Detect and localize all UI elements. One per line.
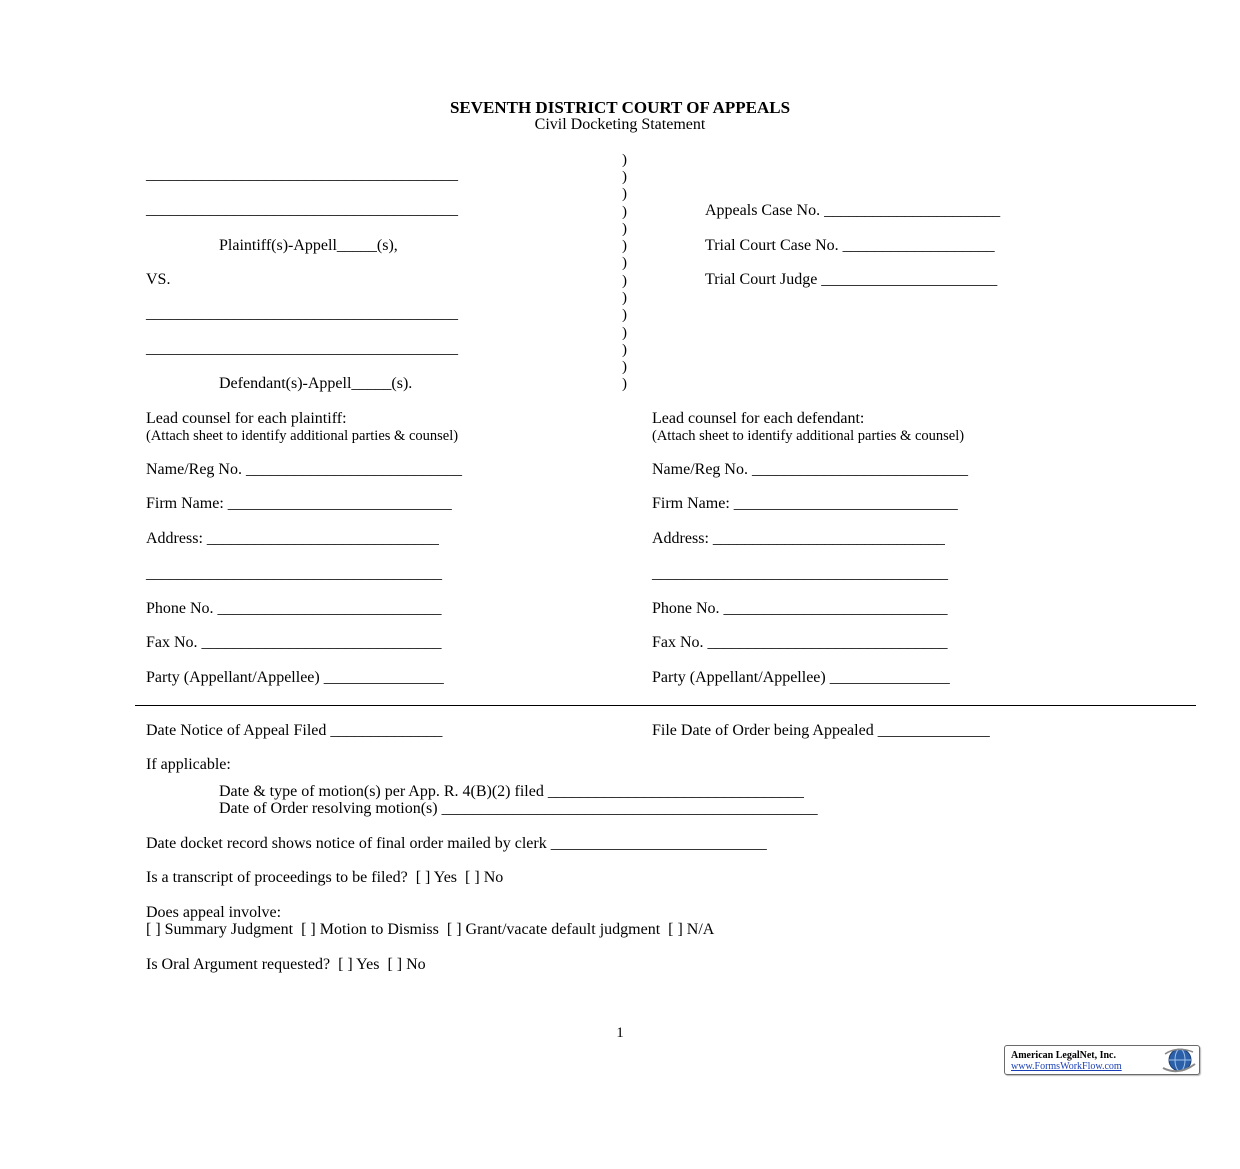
caption-paren: ) (622, 238, 627, 254)
caption-paren: ) (622, 152, 627, 168)
trial-court-case-no-field[interactable]: Trial Court Case No. ___________________ (705, 237, 995, 254)
defendant-phone-field[interactable]: Phone No. ____________________________ (652, 600, 948, 617)
logo-url-link[interactable]: www.FormsWorkFlow.com (1011, 1061, 1122, 1072)
motion-dismiss-label: Motion to Dismiss (319, 921, 439, 938)
caption-paren: ) (622, 221, 627, 237)
defendant-name-reg-field[interactable]: Name/Reg No. ___________________________ (652, 461, 968, 478)
transcript-yes-checkbox[interactable]: [ ] (415, 869, 431, 886)
caption-paren: ) (622, 255, 627, 271)
defendant-firm-field[interactable]: Firm Name: ____________________________ (652, 495, 958, 512)
summary-judgment-checkbox[interactable]: [ ] (146, 921, 161, 938)
caption-paren: ) (622, 342, 627, 358)
oral-yes-label: Yes (356, 956, 380, 973)
defendant-label: Defendant(s)-Appell_____(s). (219, 375, 413, 392)
defendant-party-field[interactable]: Party (Appellant/Appellee) _______________ (652, 669, 950, 686)
versus-label: VS. (146, 271, 171, 288)
involve-options (146, 922, 714, 938)
logo-company-name: American LegalNet, Inc. (1011, 1050, 1116, 1061)
court-title: SEVENTH DISTRICT COURT OF APPEALS (449, 98, 791, 117)
plaintiff-name-reg-field[interactable]: Name/Reg No. ___________________________ (146, 461, 462, 478)
transcript-yes-label: Yes (433, 869, 458, 886)
section-divider (135, 705, 1196, 706)
transcript-question-label: Is a transcript of proceedings to be filed? (146, 869, 408, 886)
caption-paren: ) (622, 186, 627, 202)
caption-paren: ) (622, 376, 627, 392)
plaintiff-address-field[interactable]: Address: _____________________________ (146, 530, 439, 547)
trial-court-judge-field[interactable]: Trial Court Judge ______________________ (705, 271, 998, 288)
appeals-case-no-field[interactable]: Appeals Case No. ______________________ (705, 202, 1001, 219)
defendant-counsel-heading: Lead counsel for each defendant: (652, 410, 865, 427)
if-applicable-label: If applicable: (146, 756, 231, 773)
form-title: Civil Docketing Statement (534, 116, 706, 133)
order-resolving-field[interactable]: Date of Order resolving motion(s) _______________________________________________ (219, 800, 818, 817)
plaintiff-party-field[interactable]: Party (Appellant/Appellee) _______________ (146, 669, 444, 686)
motion-date-field[interactable]: Date & type of motion(s) per App. R. 4(B)(2) filed ________________________________ (219, 783, 804, 800)
grant-vacate-label: Grant/vacate default judgment (465, 921, 661, 938)
caption-paren: ) (622, 359, 627, 375)
globe-icon (1159, 1046, 1197, 1076)
transcript-no-checkbox[interactable]: [ ] (465, 869, 480, 886)
defendant-address-line-2[interactable]: _____________________________________ (652, 565, 948, 582)
summary-judgment-label: Summary Judgment (164, 921, 294, 938)
transcript-question (146, 870, 503, 886)
na-label: N/A (686, 921, 715, 938)
defendant-fax-field[interactable]: Fax No. ______________________________ (652, 634, 948, 651)
plaintiff-name-line-2[interactable]: _______________________________________ (146, 201, 458, 218)
oral-no-label: No (406, 956, 426, 973)
date-notice-appeal-field[interactable]: Date Notice of Appeal Filed ______________ (146, 722, 443, 739)
plaintiff-counsel-note: (Attach sheet to identify additional parties & counsel) (146, 428, 459, 444)
oral-no-checkbox[interactable]: [ ] (387, 956, 403, 973)
plaintiff-address-line-2[interactable]: _____________________________________ (146, 565, 442, 582)
plaintiff-counsel-heading: Lead counsel for each plaintiff: (146, 410, 347, 427)
defendant-counsel-note: (Attach sheet to identify additional parties & counsel) (652, 428, 965, 444)
plaintiff-label: Plaintiff(s)-Appell_____(s), (219, 237, 398, 254)
defendant-name-line-1[interactable]: _______________________________________ (146, 305, 458, 322)
docket-mailed-field[interactable]: Date docket record shows notice of final order mailed by clerk ___________________________ (146, 835, 767, 852)
plaintiff-firm-field[interactable]: Firm Name: ____________________________ (146, 495, 452, 512)
oral-argument-label: Is Oral Argument requested? (146, 956, 331, 973)
grant-vacate-checkbox[interactable]: [ ] (446, 921, 462, 938)
does-involve-label: Does appeal involve: (146, 904, 282, 921)
caption-paren: ) (622, 325, 627, 341)
na-checkbox[interactable]: [ ] (668, 921, 683, 938)
defendant-address-field[interactable]: Address: _____________________________ (652, 530, 945, 547)
defendant-name-line-2[interactable]: _______________________________________ (146, 340, 458, 357)
page-number: 1 (616, 1025, 624, 1041)
motion-dismiss-checkbox[interactable]: [ ] (301, 921, 316, 938)
caption-paren: ) (622, 204, 627, 220)
plaintiff-name-line-1[interactable]: _______________________________________ (146, 166, 458, 183)
caption-paren: ) (622, 169, 627, 185)
caption-paren: ) (622, 273, 627, 289)
plaintiff-phone-field[interactable]: Phone No. ____________________________ (146, 600, 442, 617)
legalnet-logo[interactable] (1004, 1045, 1200, 1075)
oral-argument-question (146, 957, 426, 973)
plaintiff-fax-field[interactable]: Fax No. ______________________________ (146, 634, 442, 651)
caption-paren: ) (622, 290, 627, 306)
oral-yes-checkbox[interactable]: [ ] (338, 956, 353, 973)
caption-paren: ) (622, 307, 627, 323)
file-date-order-field[interactable]: File Date of Order being Appealed ______________ (652, 722, 990, 739)
transcript-no-label: No (483, 869, 504, 886)
